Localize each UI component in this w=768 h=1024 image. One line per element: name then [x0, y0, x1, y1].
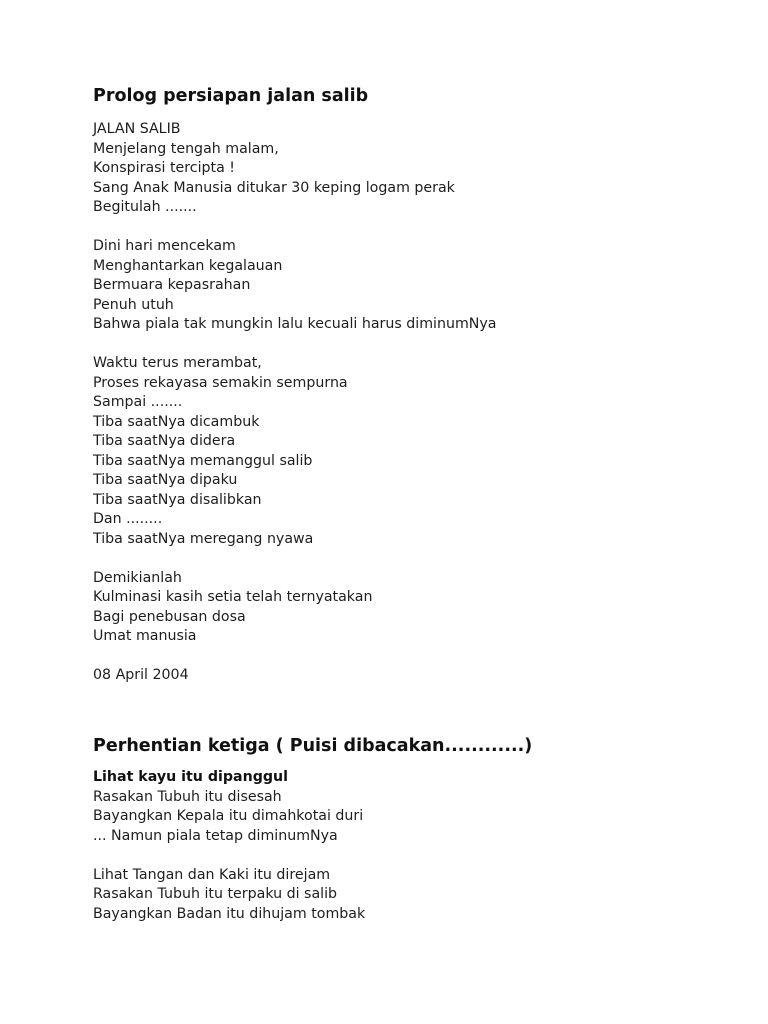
- poem-line: Lihat kayu itu dipanggul: [93, 769, 288, 785]
- poem-line: Dini hari mencekam: [93, 238, 236, 254]
- stanza: [93, 569, 497, 647]
- stanza-break: [93, 218, 497, 238]
- poem-perhentian: [93, 768, 365, 924]
- poem-line: Penuh utuh: [93, 296, 174, 313]
- poem-line: Rasakan Tubuh itu terpaku di salib: [93, 886, 338, 902]
- stanza-break: [93, 549, 497, 569]
- stanza: [93, 866, 365, 925]
- poem-line: Tiba saatNya didera: [93, 433, 236, 449]
- date-stanza: [93, 666, 497, 686]
- stanza-break: [93, 846, 365, 866]
- poem-line: Bermuara kepasrahan: [93, 277, 251, 293]
- section-title-perhentian: Perhentian ketiga ( Puisi dibacakan............): [93, 736, 533, 756]
- poem-line: Sang Anak Manusia ditukar 30 keping logam perak: [93, 179, 455, 196]
- stanza: [93, 354, 497, 549]
- poem-line: Rasakan Tubuh itu disesah: [93, 788, 282, 805]
- poem-line: Umat manusia: [93, 628, 197, 644]
- poem-line: Bayangkan Kepala itu dimahkotai duri: [93, 808, 364, 824]
- poem-line: Begitulah .......: [93, 199, 197, 215]
- stanza-break: [93, 335, 497, 355]
- poem-line: Menghantarkan kegalauan: [93, 257, 283, 274]
- stanza: [93, 768, 365, 846]
- poem-prolog: [93, 120, 497, 686]
- poem-line: Tiba saatNya memanggul salib: [93, 452, 313, 469]
- poem-line: Tiba saatNya disalibkan: [93, 491, 262, 508]
- poem-line: Lihat Tangan dan Kaki itu direjam: [93, 866, 331, 883]
- poem-line: Dan ........: [93, 511, 163, 527]
- poem-line: Tiba saatNya dicambuk: [93, 413, 260, 430]
- poem-line: Menjelang tengah malam,: [93, 140, 279, 157]
- poem-line: Bahwa piala tak mungkin lalu kecuali harus diminumNya: [93, 316, 497, 332]
- poem-line: Konspirasi tercipta !: [93, 160, 235, 176]
- poem-line: Bagi penebusan dosa: [93, 608, 246, 625]
- section-title-prolog: Prolog persiapan jalan salib: [93, 86, 369, 106]
- poem-line: Bayangkan Badan itu dihujam tombak: [93, 905, 366, 922]
- poem-line: ... Namun piala tetap diminumNya: [93, 827, 338, 844]
- poem-line: Tiba saatNya dipaku: [93, 472, 238, 488]
- poem-line: Sampai .......: [93, 394, 183, 410]
- stanza: [93, 237, 497, 335]
- poem-line: Proses rekayasa semakin sempurna: [93, 374, 348, 391]
- poem-line: Kulminasi kasih setia telah ternyatakan: [93, 589, 373, 605]
- poem-line: JALAN SALIB: [93, 121, 181, 137]
- poem-line: Waktu terus merambat,: [93, 355, 262, 371]
- poem-line: Demikianlah: [93, 569, 182, 586]
- poem-date: 08 April 2004: [93, 667, 189, 683]
- poem-line: Tiba saatNya meregang nyawa: [93, 530, 314, 547]
- stanza-break: [93, 647, 497, 667]
- stanza: [93, 120, 497, 218]
